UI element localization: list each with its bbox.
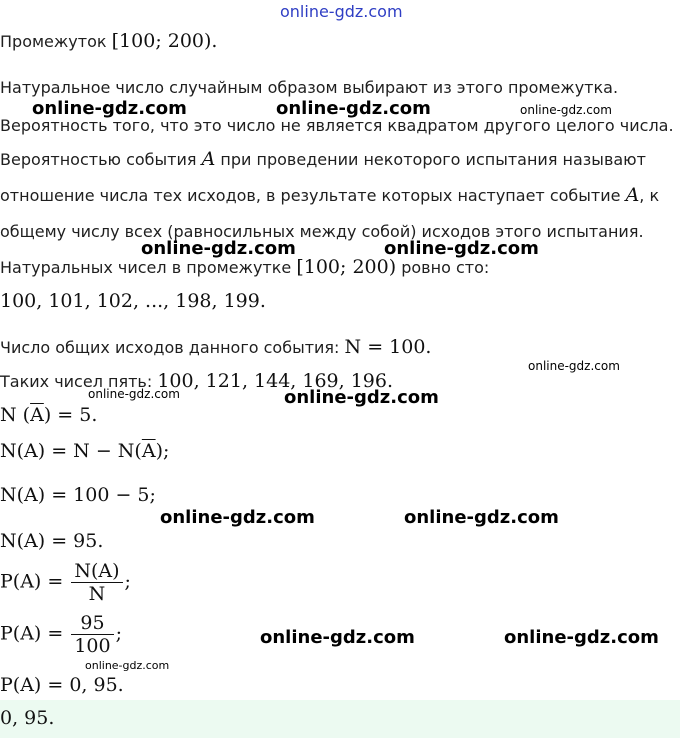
definition-line-3: общему числу всех (равносильных между собой) исходов этого испытания.	[0, 222, 644, 241]
total-outcomes-line	[0, 336, 431, 358]
watermark: online-gdz.com	[160, 507, 315, 528]
watermark: online-gdz.com	[528, 359, 620, 373]
watermark: online-gdz.com	[404, 507, 559, 528]
formula-part: N(A) = N − N(	[0, 440, 142, 462]
paragraph-1: Натуральное число случайным образом выбирают из этого промежутка.	[0, 78, 619, 97]
fraction	[71, 612, 113, 657]
formula-part: ) = 5.	[43, 404, 98, 426]
formula-part: P(A) =	[0, 622, 64, 645]
watermark: online-gdz.com	[85, 659, 170, 672]
formula-part: ;	[124, 570, 131, 593]
fraction-denominator: 100	[74, 635, 111, 657]
natural-count-line	[0, 256, 489, 278]
formula-part: P(A) =	[0, 570, 64, 593]
answer-value: 0, 95.	[0, 707, 55, 729]
definition-text: отношение числа тех исходов, в результате которых наступает событие	[0, 186, 621, 205]
natural-count-text: ровно сто:	[401, 258, 490, 277]
formula-2	[0, 440, 169, 462]
natural-count-text: Натуральных чисел в промежутке	[0, 258, 292, 277]
interval-label: Промежуток	[0, 32, 107, 51]
watermark: online-gdz.com	[260, 627, 415, 648]
fraction-numerator: N(A)	[71, 560, 122, 583]
definition-line-2	[0, 184, 659, 206]
complement-symbol: $\overline{A}$	[30, 404, 44, 426]
complement-symbol: $\overline{A}$	[141, 440, 156, 462]
definition-text: , к	[639, 186, 660, 205]
fraction-numerator: 95	[71, 612, 113, 635]
paragraph-2: Вероятность того, что это число не является квадратом другого целого числа.	[0, 116, 674, 135]
watermark: online-gdz.com	[276, 98, 431, 119]
formula-7: P(A) = 0, 95.	[0, 674, 124, 696]
watermark-top: online-gdz.com	[280, 2, 403, 21]
squares-list: 100, 121, 144, 169, 196.	[157, 370, 394, 392]
formula-3: N(A) = 100 − 5;	[0, 484, 156, 506]
interval-value: [100; 200).	[111, 30, 218, 52]
interval-line	[0, 30, 217, 52]
squares-text: Таких чисел пять:	[0, 372, 153, 391]
watermark: online-gdz.com	[504, 627, 659, 648]
natural-interval: [100; 200)	[296, 256, 397, 278]
watermark: online-gdz.com	[284, 387, 439, 408]
fraction	[71, 560, 122, 605]
answer-box	[0, 700, 680, 738]
formula-4: N(A) = 95.	[0, 530, 104, 552]
total-outcomes-formula: N = 100.	[344, 336, 432, 358]
formula-6	[0, 612, 122, 657]
definition-text: при проведении некоторого испытания называют	[220, 150, 646, 169]
formula-part: N (	[0, 404, 31, 426]
event-symbol: A	[201, 148, 216, 170]
total-outcomes-text: Число общих исходов данного события:	[0, 338, 340, 357]
fraction-denominator: N	[88, 583, 106, 605]
watermark: online-gdz.com	[141, 238, 296, 259]
watermark: online-gdz.com	[32, 98, 187, 119]
formula-5	[0, 560, 131, 605]
watermark: online-gdz.com	[384, 238, 539, 259]
formula-1	[0, 404, 97, 426]
definition-text: Вероятностью события	[0, 150, 197, 169]
watermark: online-gdz.com	[88, 387, 180, 401]
formula-part: );	[155, 440, 170, 462]
watermark: online-gdz.com	[520, 103, 612, 117]
event-symbol: A	[625, 184, 640, 206]
numbers-list: 100, 101, 102, ..., 198, 199.	[0, 290, 266, 312]
formula-part: ;	[115, 622, 123, 645]
definition-line-1	[0, 148, 646, 170]
